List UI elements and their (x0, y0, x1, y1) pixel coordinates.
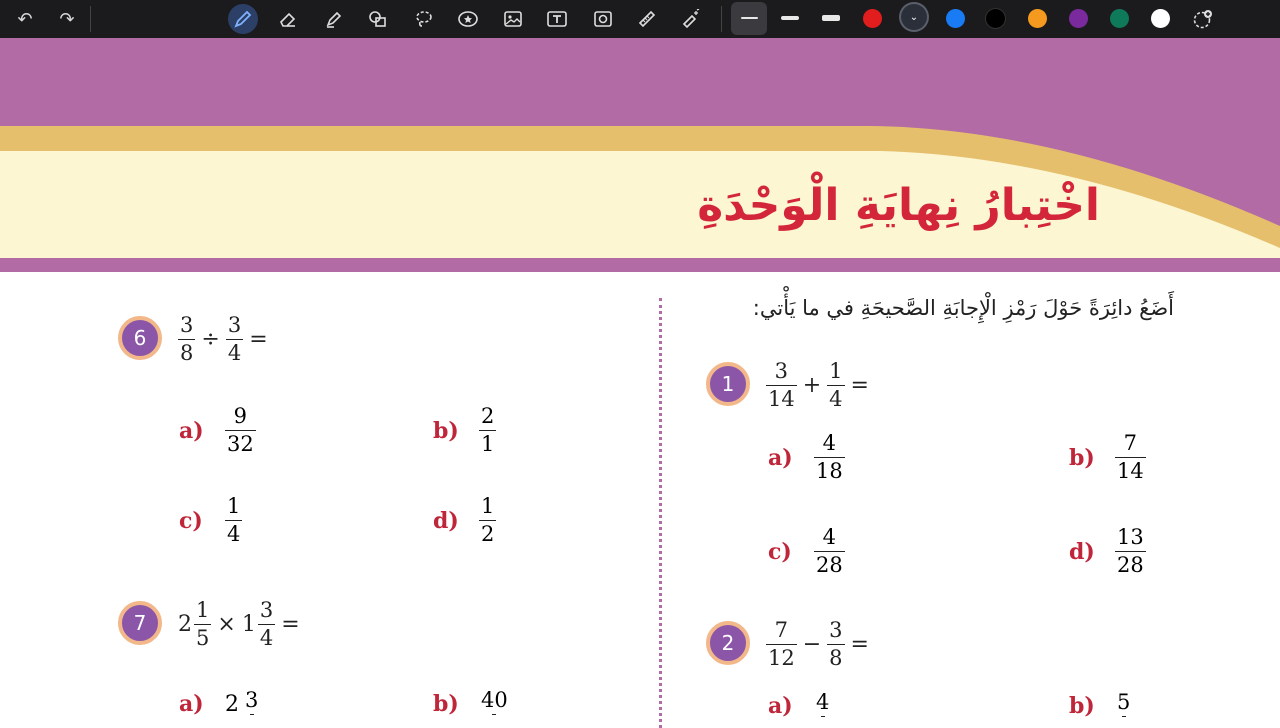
highlighter-icon[interactable] (319, 4, 349, 34)
option-1d[interactable]: d) $\frac{13}{28}$ (1069, 525, 1144, 577)
laser-pointer-icon[interactable] (676, 4, 706, 34)
shapes-icon[interactable] (363, 4, 393, 34)
header-band (0, 38, 1280, 272)
eraser-icon[interactable] (273, 4, 303, 34)
question-7-expression: 2 $\frac{1}{5}$ × 1 $\frac{3}{4}$ = (178, 598, 300, 650)
color-green[interactable] (1110, 9, 1129, 28)
option-7a[interactable]: a) 2 3 (179, 688, 259, 717)
fraction: $\frac{3}{14}$ (768, 359, 795, 411)
stroke-medium[interactable] (781, 14, 801, 24)
color-orange[interactable] (1028, 9, 1047, 28)
page-title: اخْتِبارُ نِهايَةِ الْوَحْدَةِ (697, 180, 1100, 231)
text-icon[interactable] (542, 4, 572, 34)
camera-icon[interactable] (588, 4, 618, 34)
question-badge-7: 7 (118, 601, 162, 645)
option-6c[interactable]: c) $\frac{1}{4}$ (179, 494, 241, 546)
color-dark-selected[interactable] (901, 4, 927, 30)
option-6a[interactable]: a) $\frac{9}{32}$ (179, 404, 254, 456)
color-purple[interactable] (1069, 9, 1088, 28)
add-color-icon[interactable] (1188, 4, 1218, 34)
option-1b[interactable]: b) $\frac{7}{14}$ (1069, 431, 1144, 483)
sticker-icon[interactable] (453, 4, 483, 34)
question-2-expression: $\frac{7}{12}$ − $\frac{3}{8}$ = (768, 618, 869, 670)
ruler-icon[interactable] (632, 4, 662, 34)
color-red[interactable] (863, 9, 882, 28)
instruction-text: أَضَعُ دائِرَةً حَوْلَ رَمْزِ الْإِجابَةِ الصَّحيحَةِ في ما يَأْتي: (752, 296, 1174, 320)
undo-icon[interactable]: ↶ (17, 8, 33, 30)
option-6b[interactable]: b) $\frac{2}{1}$ (433, 404, 495, 456)
header-underline (0, 265, 1280, 271)
toolbar-divider (90, 6, 91, 32)
option-2a[interactable]: a) 4 (768, 690, 830, 719)
color-white[interactable] (1151, 9, 1170, 28)
option-6d[interactable]: d) $\frac{1}{2}$ (433, 494, 495, 546)
question-badge-2: 2 (706, 621, 750, 665)
image-icon[interactable] (498, 4, 528, 34)
color-black[interactable] (986, 9, 1005, 28)
toolbar (0, 0, 1280, 38)
chevron-down-icon: ⌄ (909, 11, 919, 23)
option-1c[interactable]: c) $\frac{4}{28}$ (768, 525, 843, 577)
option-1a[interactable]: a) $\frac{4}{18}$ (768, 431, 843, 483)
question-6-expression: $\frac{3}{8}$ ÷ $\frac{3}{4}$ = (180, 313, 268, 365)
lasso-icon[interactable] (409, 4, 439, 34)
color-blue[interactable] (946, 9, 965, 28)
fraction: $\frac{1}{4}$ (829, 359, 843, 411)
question-badge-6: 6 (118, 316, 162, 360)
option-2b[interactable]: b) 5 (1069, 690, 1131, 719)
question-1-expression: $\frac{3}{14}$ + $\frac{1}{4}$ = (768, 359, 869, 411)
stroke-thin-selected[interactable] (731, 2, 767, 35)
question-badge-1: 1 (706, 362, 750, 406)
toolbar-divider (721, 6, 722, 32)
column-divider (659, 298, 662, 728)
redo-icon[interactable]: ↷ (59, 8, 75, 30)
stroke-thick[interactable] (822, 14, 842, 24)
option-7b[interactable]: b) 40 (433, 688, 508, 717)
pen-icon[interactable] (228, 4, 258, 34)
